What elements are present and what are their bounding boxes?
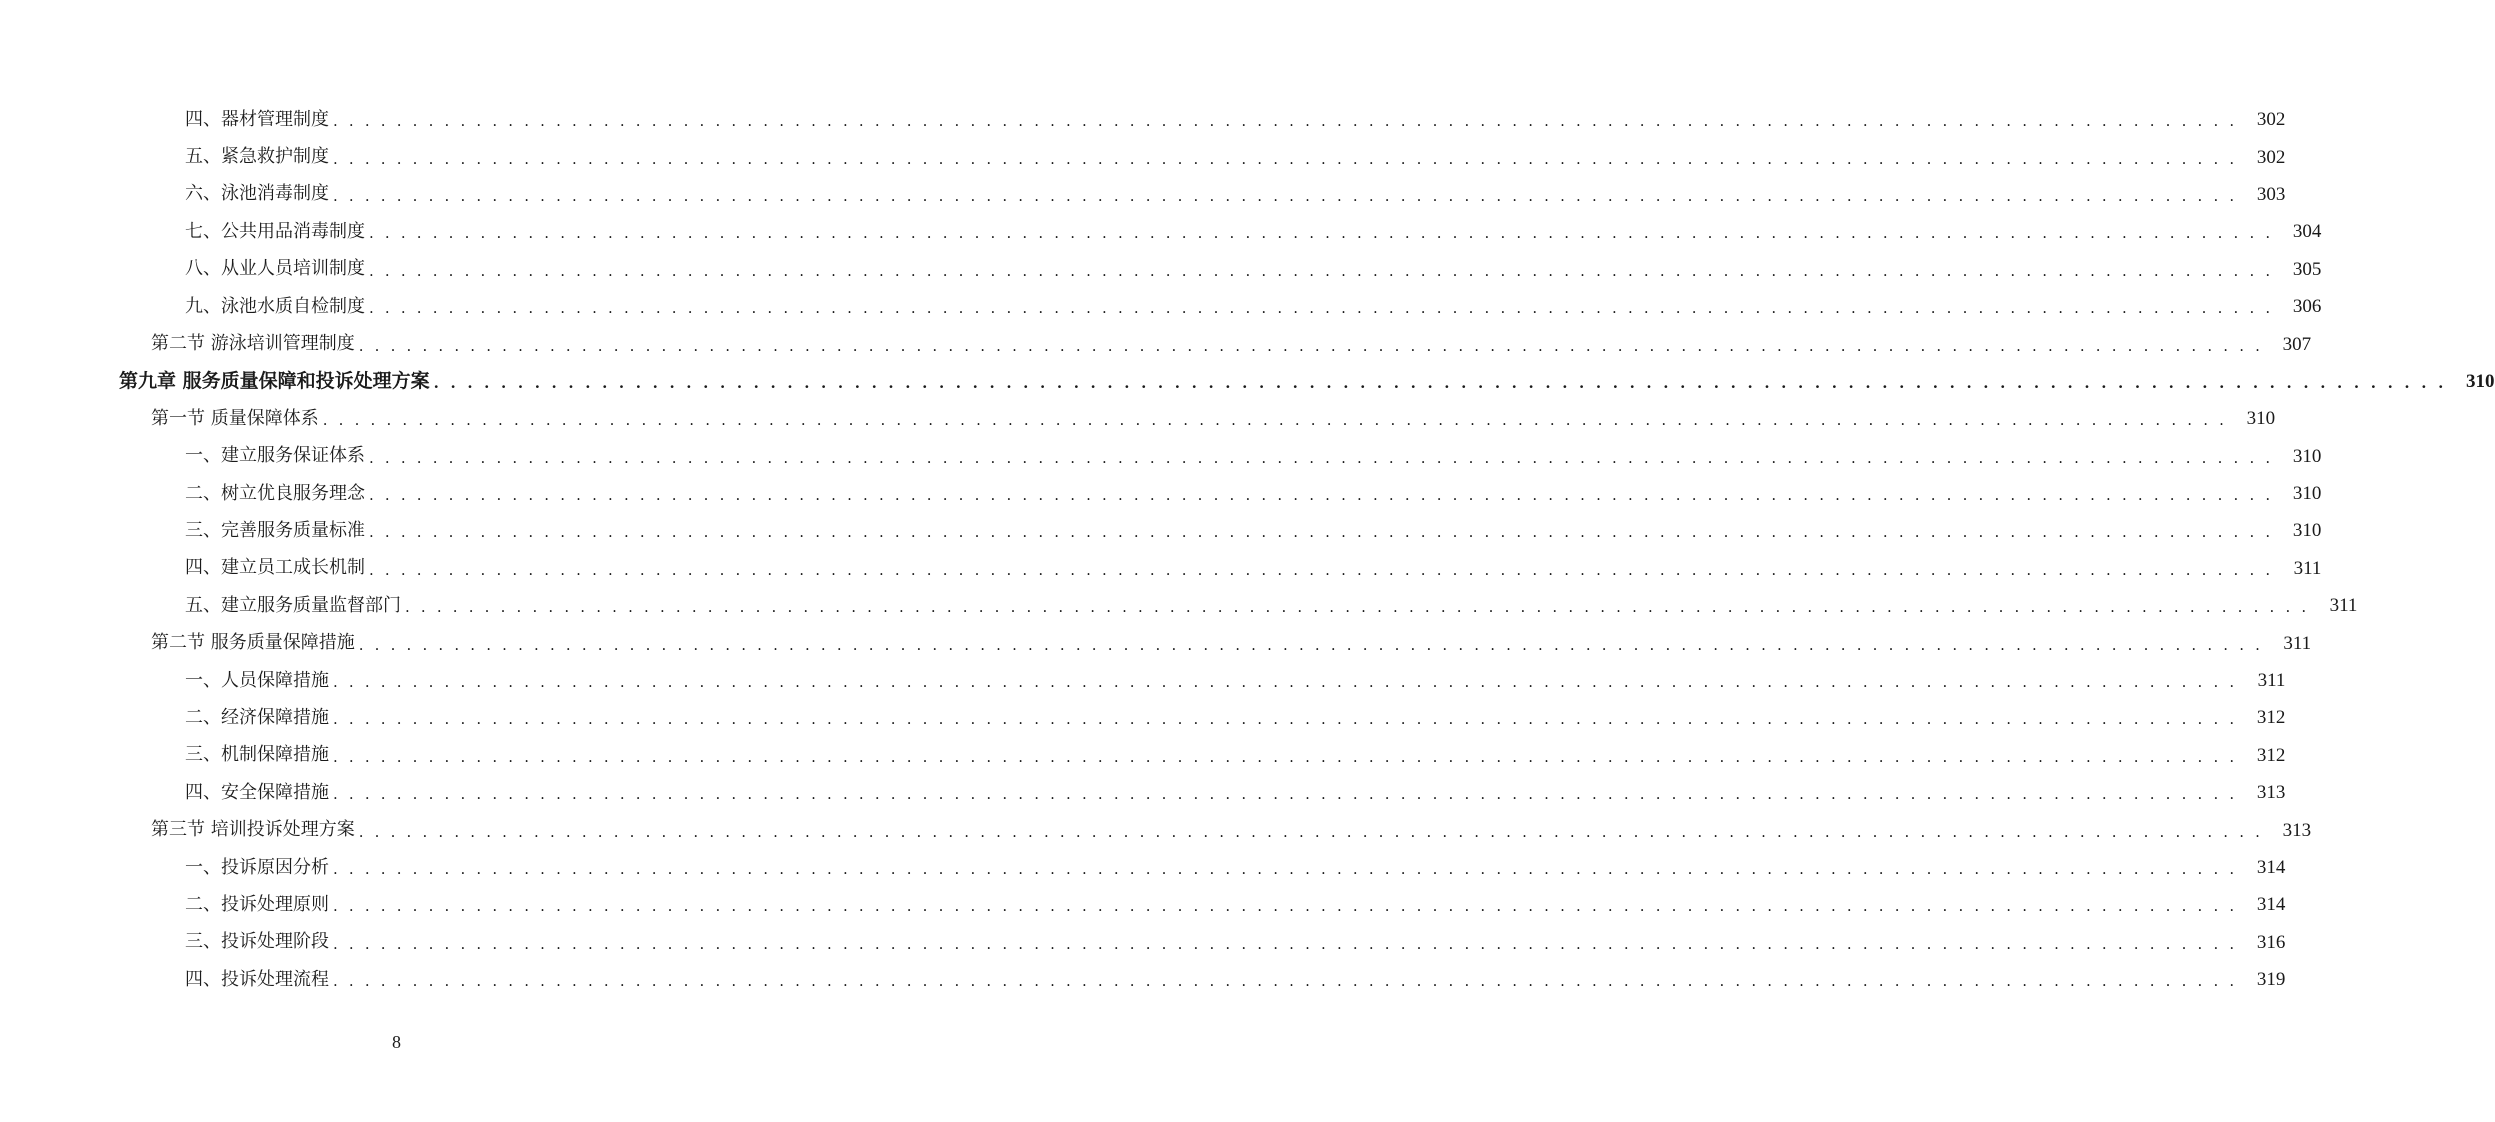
toc-dot-leader: . . . . . . . . . . . . . . . . . . . . . . . . . . . . . . . . . . . . . . . . . . . . . . . . . . . . . . . . . . . . . . . . . . . . . . . . . . . . . . . . . . . . . . . . . . . . . . . . . . . . . . . . . . . . . . . . . . . . . . . .	[333, 710, 2238, 729]
toc-dot-leader: . . . . . . . . . . . . . . . . . . . . . . . . . . . . . . . . . . . . . . . . . . . . . . . . . . . . . . . . . . . . . . . . . . . . . . . . . . . . . . . . . . . . . . . . . . . . . . . . . . . . . . . . . . . . . . . . . . . . . . . .	[333, 934, 2238, 953]
toc-entry-page-number: 314	[2256, 857, 2286, 878]
toc-entry-item[interactable]	[0, 774, 2286, 811]
toc-entry-page-number: 307	[2282, 333, 2312, 355]
toc-entry-title: 二、树立优良服务理念	[185, 482, 365, 504]
toc-entry-item[interactable]	[0, 662, 2286, 699]
toc-entry-page-number: 311	[2329, 595, 2358, 617]
toc-entry-page-number: 310	[2292, 520, 2322, 542]
toc-dot-leader: . . . . . . . . . . . . . . . . . . . . . . . . . . . . . . . . . . . . . . . . . . . . . . . . . . . . . . . . . . . . . . . . . . . . . . . . . . . . . . . . . . . . . . . . . . . . . . . . . . . . . . . . . . . . . . . . . . . . . . . .	[322, 411, 2228, 430]
toc-entry-page-number: 304	[2292, 221, 2322, 243]
toc-dot-leader: . . . . . . . . . . . . . . . . . . . . . . . . . . . . . . . . . . . . . . . . . . . . . . . . . . . . . . . . . . . . . . . . . . . . . . . . . . . . . . . . . . . . . . . . . . . . . . . . . . . . . . . . . . . . . . . . . . . . . . . .	[369, 224, 2274, 243]
toc-entry-page-number: 302	[2256, 109, 2286, 131]
toc-entry-page-number: 310	[2292, 483, 2322, 505]
toc-dot-leader: . . . . . . . . . . . . . . . . . . . . . . . . . . . . . . . . . . . . . . . . . . . . . . . . . . . . . . . . . . . . . . . . . . . . . . . . . . . . . . . . . . . . . . . . . . . . . . . . . . . . . . . . . . . . . . . . . . . . . . . .	[333, 673, 2238, 692]
toc-dot-leader: . . . . . . . . . . . . . . . . . . . . . . . . . . . . . . . . . . . . . . . . . . . . . . . . . . . . . . . . . . . . . . . . . . . . . . . . . . . . . . . . . . . . . . . . . . . . . . . . . . . . . . . . . . . . . . . . . . . . . . . .	[333, 860, 2238, 878]
toc-entry-page-number: 302	[2256, 146, 2286, 168]
toc-dot-leader: . . . . . . . . . . . . . . . . . . . . . . . . . . . . . . . . . . . . . . . . . . . . . . . . . . . . . . . . . . . . . . . . . . . . . . . . . . . . . . . . . . . . . . . . . . . . . . . . . . . . . . . . . . . . . . . . . . . . . . . .	[369, 486, 2274, 505]
toc-entry-item[interactable]	[0, 138, 2286, 175]
toc-entry-title: 九、泳池水质自检制度	[185, 295, 365, 317]
toc-entry-page-number: 310	[2246, 408, 2276, 430]
toc-entry-chapter[interactable]	[0, 363, 2495, 400]
toc-entry-item[interactable]	[0, 849, 2286, 886]
toc-entry-item[interactable]	[0, 176, 2286, 213]
toc-entry-page-number: 310	[2466, 370, 2495, 392]
toc-dot-leader: . . . . . . . . . . . . . . . . . . . . . . . . . . . . . . . . . . . . . . . . . . . . . . . . . . . . . . . . . . . . . . . . . . . . . . . . . . . . . . . . . . . . . . . . . . . . . . . . . . . . . . . . . . . . . . . . . . . . . . . .	[369, 448, 2274, 467]
toc-entry-item[interactable]	[0, 961, 2286, 998]
toc-entry-title: 第一节 质量保障体系	[151, 407, 319, 429]
toc-dot-leader: . . . . . . . . . . . . . . . . . . . . . . . . . . . . . . . . . . . . . . . . . . . . . . . . . . . . . . . . . . . . . . . . . . . . . . . . . . . . . . . . . . . . . . . . . . . . . . . . . . . . . . . . . . . . . . . . . . . . . . . .	[333, 186, 2238, 205]
toc-dot-leader: . . . . . . . . . . . . . . . . . . . . . . . . . . . . . . . . . . . . . . . . . . . . . . . . . . . . . . . . . . . . . . . . . . . . . . . . . . . . . . . . . . . . . . . . . . . . . . . . . . . . . . . . . . . . . . . . . . . . . . . .	[369, 560, 2274, 579]
toc-entry-title: 三、投诉处理阶段	[185, 931, 329, 953]
toc-entry-title: 二、经济保障措施	[185, 706, 329, 728]
toc-entry-item[interactable]	[0, 438, 2322, 475]
toc-dot-leader: . . . . . . . . . . . . . . . . . . . . . . . . . . . . . . . . . . . . . . . . . . . . . . . . . . . . . . . . . . . . . . . . . . . . . . . . . . . . . . . . . . . . . . . . . . . . . . . . . . . . . . . . . . . . . . . . . . . . . . . .	[333, 785, 2238, 804]
toc-entry-title: 一、建立服务保证体系	[185, 445, 365, 467]
toc-entry-title: 二、投诉处理原则	[185, 893, 329, 915]
toc-entry-title: 第二节 服务质量保障措施	[151, 632, 355, 654]
toc-entry-item[interactable]	[0, 288, 2322, 325]
toc-entry-page-number: 313	[2282, 819, 2312, 841]
toc-entry-title: 四、安全保障措施	[185, 781, 329, 803]
toc-entry-page-number: 312	[2256, 707, 2286, 729]
toc-entry-title: 四、建立员工成长机制	[185, 557, 365, 579]
toc-entry-title: 一、人员保障措施	[185, 669, 329, 691]
toc-entry-title: 六、泳池消毒制度	[185, 183, 329, 205]
toc-entry-title: 三、机制保障措施	[185, 744, 329, 766]
table-of-contents	[0, 101, 2495, 998]
toc-entry-item[interactable]	[0, 550, 2322, 587]
toc-entry-title: 八、从业人员培训制度	[185, 258, 365, 280]
toc-entry-title: 五、紧急救护制度	[185, 146, 329, 168]
toc-entry-item[interactable]	[0, 886, 2286, 923]
toc-entry-item[interactable]	[0, 475, 2322, 512]
toc-dot-leader: . . . . . . . . . . . . . . . . . . . . . . . . . . . . . . . . . . . . . . . . . . . . . . . . . . . . . . . . . . . . . . . . . . . . . . . . . . . . . . . . . . . . . . . . . . . . . . . . . . . . . . . . . . . . . . . . . . . . . . . .	[369, 299, 2274, 318]
toc-entry-item[interactable]	[0, 512, 2322, 549]
toc-entry-page-number: 306	[2292, 296, 2322, 318]
toc-entry-page-number: 313	[2256, 782, 2286, 804]
toc-entry-title: 三、完善服务质量标准	[185, 519, 365, 541]
toc-entry-title: 第九章 服务质量保障和投诉处理方案	[119, 369, 430, 392]
toc-entry-item[interactable]	[0, 101, 2286, 138]
toc-entry-page-number: 311	[2283, 632, 2312, 654]
toc-entry-item[interactable]	[0, 699, 2286, 736]
toc-entry-section[interactable]	[0, 325, 2312, 362]
toc-entry-page-number: 303	[2256, 183, 2286, 205]
toc-entry-page-number: 316	[2256, 931, 2286, 953]
toc-dot-leader: . . . . . . . . . . . . . . . . . . . . . . . . . . . . . . . . . . . . . . . . . . . . . . . . . . . . . . . . . . . . . . . . . . . . . . . . . . . . . . . . . . . . . . . . . . . . . . . . . . . . . . . . . . . . . . . . . . . . . . . .	[405, 598, 2310, 617]
toc-dot-leader: . . . . . . . . . . . . . . . . . . . . . . . . . . . . . . . . . . . . . . . . . . . . . . . . . . . . . . . . . . . . . . . . . . . . . . . . . . . . . . . . . . . . . . . . . . . . . . . . . . . . . . . . . . . . . . . . . . . . . . . .	[369, 261, 2274, 280]
toc-entry-page-number: 311	[2293, 557, 2322, 579]
toc-dot-leader: . . . . . . . . . . . . . . . . . . . . . . . . . . . . . . . . . . . . . . . . . . . . . . . . . . . . . . . . . . . . . . . . . . . . . . . . . . . . . . . . . . . . . . . . . . . . . . . . . . . . . . . . . . . . . . . . . . . . . . . .	[333, 112, 2238, 131]
toc-entry-page-number: 319	[2256, 969, 2286, 991]
toc-entry-page-number: 305	[2292, 258, 2322, 280]
toc-dot-leader: . . . . . . . . . . . . . . . . . . . . . . . . . . . . . . . . . . . . . . . . . . . . . . . . . . . . . . . . . . . . . . . . . . . . . . . . . . . . . . . . . . . . . . . . . . . . . . . . . . . . . . . . . . . . . . . . . . . . . . . .	[333, 149, 2238, 168]
toc-dot-leader: . . . . . . . . . . . . . . . . . . . . . . . . . . . . . . . . . . . . . . . . . . . . . . . . . . . . . . . . . . . . . . . . . . . . . . . . . . . . . . . . . . . . . . . . . . . . . . . . . . . . . . . . . . . . . . . . . . . . . . . .	[358, 336, 2264, 355]
toc-dot-leader: . . . . . . . . . . . . . . . . . . . . . . . . . . . . . . . . . . . . . . . . . . . . . . . . . . . . . . . . . . . . . . . . . . . . . . . . . . . . . . . . . . . . . . . . . . . . . . . . . . . . . . . . . . . . . . . . . . . . . . . .	[433, 373, 2447, 392]
toc-entry-title: 第二节 游泳培训管理制度	[151, 333, 355, 355]
toc-dot-leader: . . . . . . . . . . . . . . . . . . . . . . . . . . . . . . . . . . . . . . . . . . . . . . . . . . . . . . . . . . . . . . . . . . . . . . . . . . . . . . . . . . . . . . . . . . . . . . . . . . . . . . . . . . . . . . . . . . . . . . . .	[333, 897, 2238, 916]
toc-entry-title: 一、投诉原因分析	[185, 856, 329, 878]
toc-dot-leader: . . . . . . . . . . . . . . . . . . . . . . . . . . . . . . . . . . . . . . . . . . . . . . . . . . . . . . . . . . . . . . . . . . . . . . . . . . . . . . . . . . . . . . . . . . . . . . . . . . . . . . . . . . . . . . . . . . . . . . . .	[333, 972, 2238, 991]
toc-dot-leader: . . . . . . . . . . . . . . . . . . . . . . . . . . . . . . . . . . . . . . . . . . . . . . . . . . . . . . . . . . . . . . . . . . . . . . . . . . . . . . . . . . . . . . . . . . . . . . . . . . . . . . . . . . . . . . . . . . . . . . . .	[358, 822, 2264, 841]
toc-dot-leader: . . . . . . . . . . . . . . . . . . . . . . . . . . . . . . . . . . . . . . . . . . . . . . . . . . . . . . . . . . . . . . . . . . . . . . . . . . . . . . . . . . . . . . . . . . . . . . . . . . . . . . . . . . . . . . . . . . . . . . . .	[333, 747, 2238, 766]
toc-entry-title: 第三节 培训投诉处理方案	[151, 819, 355, 841]
toc-entry-page-number: 311	[2257, 670, 2286, 692]
toc-entry-item[interactable]	[0, 587, 2358, 624]
toc-entry-item[interactable]	[0, 737, 2286, 774]
toc-entry-page-number: 314	[2256, 894, 2286, 916]
toc-entry-title: 五、建立服务质量监督部门	[185, 594, 401, 616]
toc-entry-item[interactable]	[0, 213, 2322, 250]
toc-entry-page-number: 310	[2292, 445, 2322, 467]
toc-entry-item[interactable]	[0, 251, 2322, 288]
toc-entry-section[interactable]	[0, 624, 2312, 661]
toc-dot-leader: . . . . . . . . . . . . . . . . . . . . . . . . . . . . . . . . . . . . . . . . . . . . . . . . . . . . . . . . . . . . . . . . . . . . . . . . . . . . . . . . . . . . . . . . . . . . . . . . . . . . . . . . . . . . . . . . . . . . . . . .	[358, 635, 2264, 654]
toc-entry-title: 四、器材管理制度	[185, 108, 329, 130]
toc-entry-section[interactable]	[0, 400, 2276, 437]
page-number: 8	[392, 1032, 401, 1052]
toc-entry-section[interactable]	[0, 811, 2312, 848]
toc-entry-page-number: 312	[2256, 744, 2286, 766]
toc-dot-leader: . . . . . . . . . . . . . . . . . . . . . . . . . . . . . . . . . . . . . . . . . . . . . . . . . . . . . . . . . . . . . . . . . . . . . . . . . . . . . . . . . . . . . . . . . . . . . . . . . . . . . . . . . . . . . . . . . . . . . . . .	[369, 523, 2274, 542]
toc-entry-item[interactable]	[0, 924, 2286, 961]
toc-entry-title: 七、公共用品消毒制度	[185, 220, 365, 242]
toc-entry-title: 四、投诉处理流程	[185, 968, 329, 990]
